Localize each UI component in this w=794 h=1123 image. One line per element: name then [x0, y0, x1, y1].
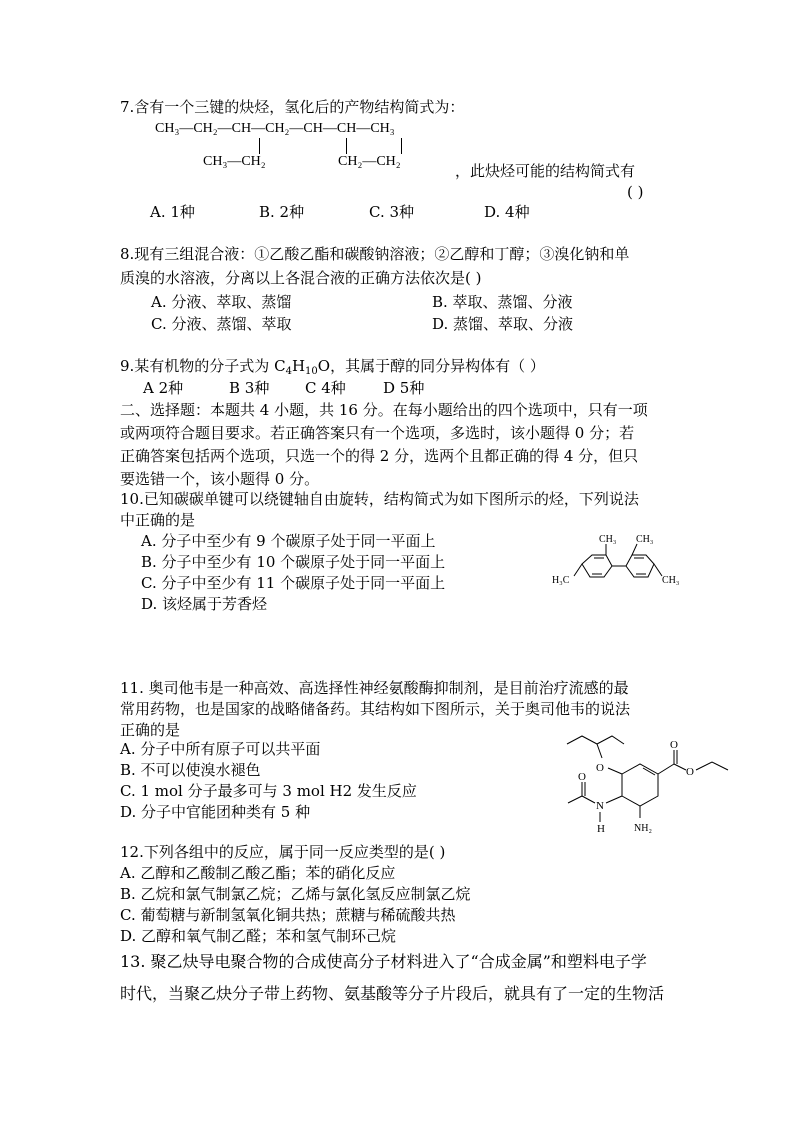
q12-option-c: C. 葡萄糖与新制氢氧化铜共热；蔗糖与稀硫酸共热	[120, 906, 456, 924]
section2-instructions-1: 二、选择题：本题共 4 小题，共 16 分。在每小题给出的四个选项中，只有一项	[120, 401, 648, 419]
q7-answer-bracket: ( )	[627, 183, 644, 201]
q11-label-nh2: NH₂	[634, 823, 652, 834]
q7-formula-branch-left: CH₃—CH₂	[203, 154, 266, 169]
q7-option-b: B. 2种	[259, 203, 305, 221]
q13-stem-line2: 时代，当聚乙炔分子带上药物、氨基酸等分子片段后，就具有了一定的生物活	[120, 984, 665, 1003]
q11-stem-line2: 常用药物，也是国家的战略储备药。其结构如下图所示，关于奥司他韦的说法	[120, 700, 631, 718]
q11-option-d: D. 分子中官能团种类有 5 种	[120, 803, 311, 821]
q8-option-d: D. 蒸馏、萃取、分液	[432, 315, 574, 333]
q9-option-b: B 3种	[229, 379, 270, 397]
q12-option-b: B. 乙烷和氯气制氯乙烷；乙烯与氯化氢反应制氯乙烷	[120, 885, 471, 903]
q10-label-ch3-b: CH₃	[636, 534, 654, 545]
q8-option-b: B. 萃取、蒸馏、分液	[432, 293, 573, 311]
q11-label-n: N	[596, 800, 604, 812]
q9-option-d: D 5种	[383, 379, 425, 397]
q10-structure-diagram	[548, 532, 690, 592]
q11-option-a: A. 分子中所有原子可以共平面	[120, 740, 321, 758]
q7-bond-right	[346, 138, 347, 154]
q11-stem-line3: 正确的是	[120, 721, 181, 739]
q7-bond-right2	[401, 138, 402, 154]
q11-option-b: B. 不可以使溴水褪色	[120, 761, 261, 779]
q13-stem-line1: 13. 聚乙炔导电聚合物的合成使高分子材料进入了“合成金属”和塑料电子学	[120, 952, 647, 971]
q10-label-ch3-a: CH₃	[599, 534, 617, 545]
q9-stem: 9.某有机物的分子式为 $C_4H_{10}O$，其属于醇的同分异构体有（ ）	[120, 357, 545, 377]
q10-option-b: B. 分子中至少有 10 个碳原子处于同一平面上	[141, 553, 446, 571]
q11-label-o-carbonyl: O	[670, 739, 678, 751]
section2-instructions-2: 或两项符合题目要求。若正确答案只有一个选项，多选时，该小题得 0 分；若	[120, 424, 635, 442]
q11-label-h: H	[597, 823, 605, 835]
q10-stem-line2: 中正确的是	[120, 511, 196, 529]
section2-instructions-3: 正确答案包括两个选项，只选一个的得 2 分，选两个且都正确的得 4 分，但只	[120, 447, 639, 465]
q11-option-c: C. 1 mol 分子最多可与 3 mol H2 发生反应	[120, 782, 417, 800]
q11-structure-diagram	[562, 730, 740, 838]
q8-stem-line1: 8.现有三组混合液：①乙酸乙酯和碳酸钠溶液；②乙醇和丁醇；③溴化钠和单	[120, 245, 630, 263]
q10-option-c: C. 分子中至少有 11 个碳原子处于同一平面上	[141, 574, 446, 592]
q10-option-a: A. 分子中至少有 9 个碳原子处于同一平面上	[141, 532, 436, 550]
q7-stem: 7.含有一个三键的炔烃，氢化后的产物结构简式为：	[120, 98, 465, 116]
q12-option-d: D. 乙醇和氧气制乙醛；苯和氢气制环己烷	[120, 927, 397, 945]
q10-label-ch3-c: CH₃	[662, 575, 680, 586]
q7-bond-left	[259, 138, 260, 154]
q10-label-h3c: H₃C	[552, 575, 570, 586]
q7-option-c: C. 3种	[369, 203, 415, 221]
q11-label-o-ester: O	[686, 766, 694, 778]
q7-option-a: A. 1种	[150, 203, 195, 221]
q7-tail: ，此炔烃可能的结构简式有	[455, 162, 636, 180]
section2-instructions-4: 要选错一个，该小题得 0 分。	[120, 470, 320, 488]
q8-stem-line2: 质溴的水溶液，分离以上各混合液的正确方法依次是( )	[120, 269, 482, 287]
q11-label-o-ether: O	[596, 762, 604, 774]
q12-stem: 12.下列各组中的反应，属于同一反应类型的是( )	[120, 843, 446, 861]
q11-label-o-amide: O	[578, 771, 586, 783]
q10-stem-line1: 10.已知碳碳单键可以绕键轴自由旋转，结构简式为如下图所示的烃，下列说法	[120, 490, 639, 508]
q7-option-d: D. 4种	[484, 203, 530, 221]
q8-option-a: A. 分液、萃取、蒸馏	[151, 293, 292, 311]
q10-option-d: D. 该烃属于芳香烃	[141, 595, 268, 613]
q7-formula-main: CH₃—CH₂—CH—CH₂—CH—CH—CH₃	[155, 121, 395, 136]
q7-formula-branch-right: CH₂—CH₂	[338, 154, 401, 169]
q9-option-a: A 2种	[143, 379, 184, 397]
q11-stem-line1: 11. 奥司他韦是一种高效、高选择性神经氨酸酶抑制剂，是目前治疗流感的最	[120, 679, 629, 697]
q9-option-c: C 4种	[305, 379, 346, 397]
q12-option-a: A. 乙醇和乙酸制乙酸乙酯；苯的硝化反应	[120, 864, 396, 882]
q8-option-c: C. 分液、蒸馏、萃取	[151, 315, 292, 333]
